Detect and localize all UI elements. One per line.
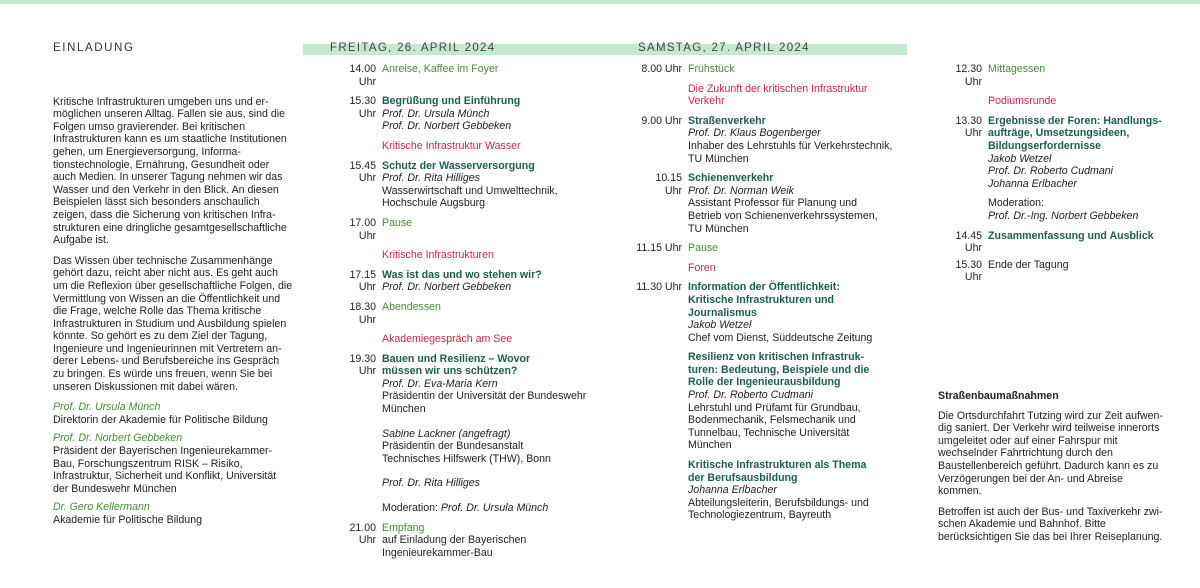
section-heading-podiumsrunde: Podiumsrunde bbox=[988, 95, 1057, 108]
time-label: 15.30 Uhr bbox=[349, 95, 376, 120]
slot-title: Pause bbox=[688, 242, 719, 255]
saturday-slot-8 bbox=[936, 230, 1176, 255]
speaker-name: Prof. Dr. Roberto Cudmani bbox=[988, 165, 1114, 178]
saturday-slot-3 bbox=[636, 172, 898, 235]
slot-title: Was ist das und wo stehen wir? bbox=[382, 268, 542, 281]
speaker-name: Prof. Dr. Norman Weik bbox=[688, 184, 794, 197]
intro-paragraph-2: Das Wissen über technische Zusammenhänge gehört dazu, reicht aber nicht aus. Es geht auch um die Reflexion über gesellschaftliche Folgen, die Vermittlung von Wissen an die Öffentlichkeit und die Frage, welche Rolle das Thema kritische Infrastrukturen in Studium und Ausbildung spielen könnte. So gehört es zu dem Ziel der Tagung, Ingenieure und Ingenieurinnen mit Vertretern anderer Lebens- und Berufsbereiche ins Gespräch zu bringen. Es würde uns freuen, wenn Sie bei unseren Diskussionen mit dabei wären. bbox=[53, 254, 293, 393]
speaker-affiliation: Abteilungsleiterin, Berufsbildungs- und Technologiezentrum, Bayreuth bbox=[688, 496, 869, 522]
moderation-label: Moderation: bbox=[382, 502, 438, 515]
speaker-name: Johanna Erlbacher bbox=[688, 484, 777, 497]
saturday-slot-2 bbox=[636, 115, 898, 165]
section-heading-wasser: Kritische Infrastruktur Wasser bbox=[382, 139, 521, 152]
time-label: 12.30 Uhr bbox=[955, 63, 982, 88]
speaker-name: Prof. Dr. Klaus Bogenberger bbox=[688, 127, 821, 140]
speaker-affiliation: Assistant Professor für Planung und Betrieb von Schienenverkehrssystemen, TU München bbox=[688, 197, 878, 235]
saturday-slot-9 bbox=[936, 259, 1176, 284]
friday-slot-1 bbox=[330, 63, 592, 88]
speaker-name: Sabine Lackner (angefragt) bbox=[382, 427, 511, 440]
time-label: 9.00 Uhr bbox=[641, 114, 682, 127]
slot-title: Zusammenfassung und Ausblick bbox=[988, 229, 1154, 242]
saturday-slot-4 bbox=[636, 242, 898, 255]
speaker-name: Prof. Dr. Norbert Gebbeken bbox=[382, 120, 512, 133]
friday-slot-2 bbox=[330, 95, 592, 133]
signer-2-name: Prof. Dr. Norbert Gebbeken bbox=[53, 432, 183, 445]
time-label: 15.45 Uhr bbox=[349, 159, 376, 185]
time-label: 14.00 Uhr bbox=[349, 63, 376, 88]
speaker-name: Prof. Dr. Rita Hilliges bbox=[382, 172, 480, 185]
slot-title: Pause bbox=[382, 216, 413, 229]
time-label: 17.00 Uhr bbox=[349, 216, 376, 242]
speaker-affiliation: Präsidentin der Universität der Bundeswehr München bbox=[382, 390, 587, 416]
speaker-affiliation: Wasserwirtschaft und Umwelttechnik, Hochschule Augsburg bbox=[382, 184, 558, 210]
speaker-name: Johanna Erlbacher bbox=[988, 177, 1077, 190]
slot-title: Anreise, Kaffee im Foyer bbox=[382, 63, 499, 75]
saturday-heading: SAMSTAG, 27. APRIL 2024 bbox=[638, 42, 810, 54]
top-accent-bar bbox=[0, 0, 1200, 4]
time-label: 8.00 Uhr bbox=[641, 63, 682, 75]
speaker-affiliation: Präsidentin der Bundesanstalt Technisches Hilfswerk (THW), Bonn bbox=[382, 440, 551, 465]
forum-2 bbox=[688, 351, 898, 452]
forum-title: Resilienz von kritischen Infrastrukturen: Bedeutung, Beispiele und die Rolle der Ingenieurausbildung bbox=[688, 351, 870, 389]
slot-title: Begrüßung und Einführung bbox=[382, 95, 521, 108]
speaker-name: Prof. Dr. Roberto Cudmani bbox=[688, 389, 814, 402]
time-label: 13.30 Uhr bbox=[955, 114, 982, 140]
saturday-column bbox=[636, 63, 898, 522]
slot-title: Ergebnisse der Foren: Handlungsaufträge, Umsetzungsideen, Bildungserfordernisse bbox=[988, 114, 1162, 152]
moderation-label: Moderation: bbox=[988, 197, 1044, 210]
time-label: 10.15 Uhr bbox=[655, 172, 682, 197]
signer-1 bbox=[53, 401, 293, 426]
signer-1-role: Direktorin der Akademie für Politische Bildung bbox=[53, 413, 268, 426]
time-label: 18.30 Uhr bbox=[349, 300, 376, 326]
right-column bbox=[936, 63, 1176, 284]
speaker-affiliation: Inhaber des Lehrstuhls für Verkehrstechnik, TU München bbox=[688, 139, 893, 165]
slot-title: Bauen und Resilienz – Wovor müssen wir uns schützen? bbox=[382, 352, 531, 378]
friday-slot-6 bbox=[330, 301, 592, 326]
time-label: 11.15 Uhr bbox=[636, 242, 682, 255]
section-heading-infrastrukturen: Kritische Infrastrukturen bbox=[382, 249, 494, 262]
notice-paragraph-2: Betroffen ist auch der Bus- und Taxiverkehr zwischen Akademie und Bahnhof. Bitte berücksichtigen Sie das bei Ihrer Reiseplanung. bbox=[938, 505, 1163, 543]
forum-3 bbox=[688, 459, 898, 522]
time-label: 15.30 Uhr bbox=[955, 258, 982, 284]
slot-title: Straßenverkehr bbox=[688, 114, 766, 127]
saturday-slot-1 bbox=[636, 63, 898, 76]
speaker-name: Jakob Wetzel bbox=[688, 319, 752, 332]
notice-section bbox=[938, 390, 1166, 552]
slot-note: auf Einladung der Bayerischen Ingenieurekammer-Bau bbox=[382, 534, 527, 559]
saturday-slot-5 bbox=[636, 281, 898, 344]
time-label: 21.00 Uhr bbox=[349, 521, 376, 547]
section-heading-verkehr: Die Zukunft der kritischen Infrastruktur Verkehr bbox=[688, 82, 868, 108]
speaker-name: Prof. Dr. Eva-Maria Kern bbox=[382, 377, 498, 390]
saturday-slot-6 bbox=[936, 63, 1176, 88]
forum-title: Kritische Infrastrukturen als Thema der Berufsausbildung bbox=[688, 459, 867, 484]
signer-1-name: Prof. Dr. Ursula Münch bbox=[53, 401, 161, 414]
slot-title: Abendessen bbox=[382, 300, 441, 313]
speaker-name: Jakob Wetzel bbox=[988, 152, 1052, 165]
signer-3-role: Akademie für Politische Bildung bbox=[53, 514, 202, 526]
moderator-name: Prof. Dr. Ursula Münch bbox=[440, 502, 549, 515]
moderator-name: Prof. Dr.-Ing. Norbert Gebbeken bbox=[988, 209, 1139, 222]
speaker-name: Prof. Dr. Rita Hilliges bbox=[382, 477, 480, 490]
time-label: 14.45 Uhr bbox=[955, 229, 982, 255]
friday-slot-4 bbox=[330, 217, 592, 242]
notice-paragraph-1: Die Ortsdurchfahrt Tutzing wird zur Zeit aufwendig saniert. Der Verkehr wird teilweise innerorts umgeleitet oder auf einer Fahrspur mit wechselnder Fahrtrichtung durch den Baustellenbereich geführt. Dadurch kann es zu Verzögerungen bei der An- und Abreise kommen. bbox=[938, 409, 1163, 498]
time-label: 11.30 Uhr bbox=[636, 281, 682, 294]
moderation-line bbox=[382, 502, 592, 515]
friday-slot-7 bbox=[330, 353, 592, 515]
intro-heading: EINLADUNG bbox=[53, 42, 135, 54]
speaker-affiliation: Lehrstuhl und Prüfamt für Grundbau, Bodenmechanik, Felsmechanik und Tunnelbau, Technische Universität München bbox=[688, 401, 861, 452]
slot-title: Schutz der Wasserversorgung bbox=[382, 159, 535, 172]
time-label: 19.30 Uhr bbox=[349, 352, 376, 378]
friday-heading: FREITAG, 26. APRIL 2024 bbox=[330, 42, 496, 54]
slot-title: Empfang bbox=[382, 521, 425, 534]
slot-title: Information der Öffentlichkeit: Kritische Infrastrukturen und Journalismus bbox=[688, 281, 840, 319]
saturday-slot-7 bbox=[936, 115, 1176, 223]
slot-title: Frühstück bbox=[688, 63, 735, 75]
notice-heading: Straßenbaumaßnahmen bbox=[938, 390, 1059, 402]
signer-2-role: Präsident der Bayerischen Ingenieurekammer-Bau, Forschungszentrum RISK – Risiko, Infrastruktur, Sicherheit und Konflikt, Universität der Bundeswehr München bbox=[53, 445, 277, 495]
friday-slot-3 bbox=[330, 160, 592, 210]
signer-3-name: Dr. Gero Kellermann bbox=[53, 501, 150, 514]
slot-title: Mittagessen bbox=[988, 63, 1046, 75]
time-label: 17.15 Uhr bbox=[349, 268, 376, 294]
friday-slot-8 bbox=[330, 522, 592, 560]
friday-column bbox=[330, 63, 592, 559]
intro-paragraph-1: Kritische Infrastrukturen umgeben uns und ermöglichen unseren Alltag. Fallen sie aus, sind die Folgen umso gravierender. Bei kritischen Infrastrukturen kann es um staatliche Institutionen gehen, um Energieversorgung, Informationstechnologie, Ernährung, Gesundheit oder auch Medien. In unserer Tagung nehmen wir das Wasser und den Verkehr in den Blick. An diesen Beispielen lässt sich besonders anschaulich zeigen, dass die Sicherung von kritischen Infrastrukturen eine dringliche gesamtgesellschaftliche Aufgabe ist. bbox=[53, 95, 287, 247]
signer-2 bbox=[53, 432, 293, 495]
slot-title: Ende der Tagung bbox=[988, 258, 1069, 271]
speaker-name: Prof. Dr. Norbert Gebbeken bbox=[382, 281, 512, 294]
friday-slot-5 bbox=[330, 269, 592, 294]
speaker-name: Prof. Dr. Ursula Münch bbox=[382, 107, 490, 120]
section-heading-foren: Foren bbox=[688, 261, 716, 274]
slot-title: Schienenverkehr bbox=[688, 172, 774, 185]
signer-3 bbox=[53, 501, 293, 526]
intro-column bbox=[53, 42, 293, 527]
speaker-affiliation: Chef vom Dienst, Süddeutsche Zeitung bbox=[688, 331, 873, 344]
section-heading-akademiegespraech: Akademiegespräch am See bbox=[382, 333, 513, 346]
